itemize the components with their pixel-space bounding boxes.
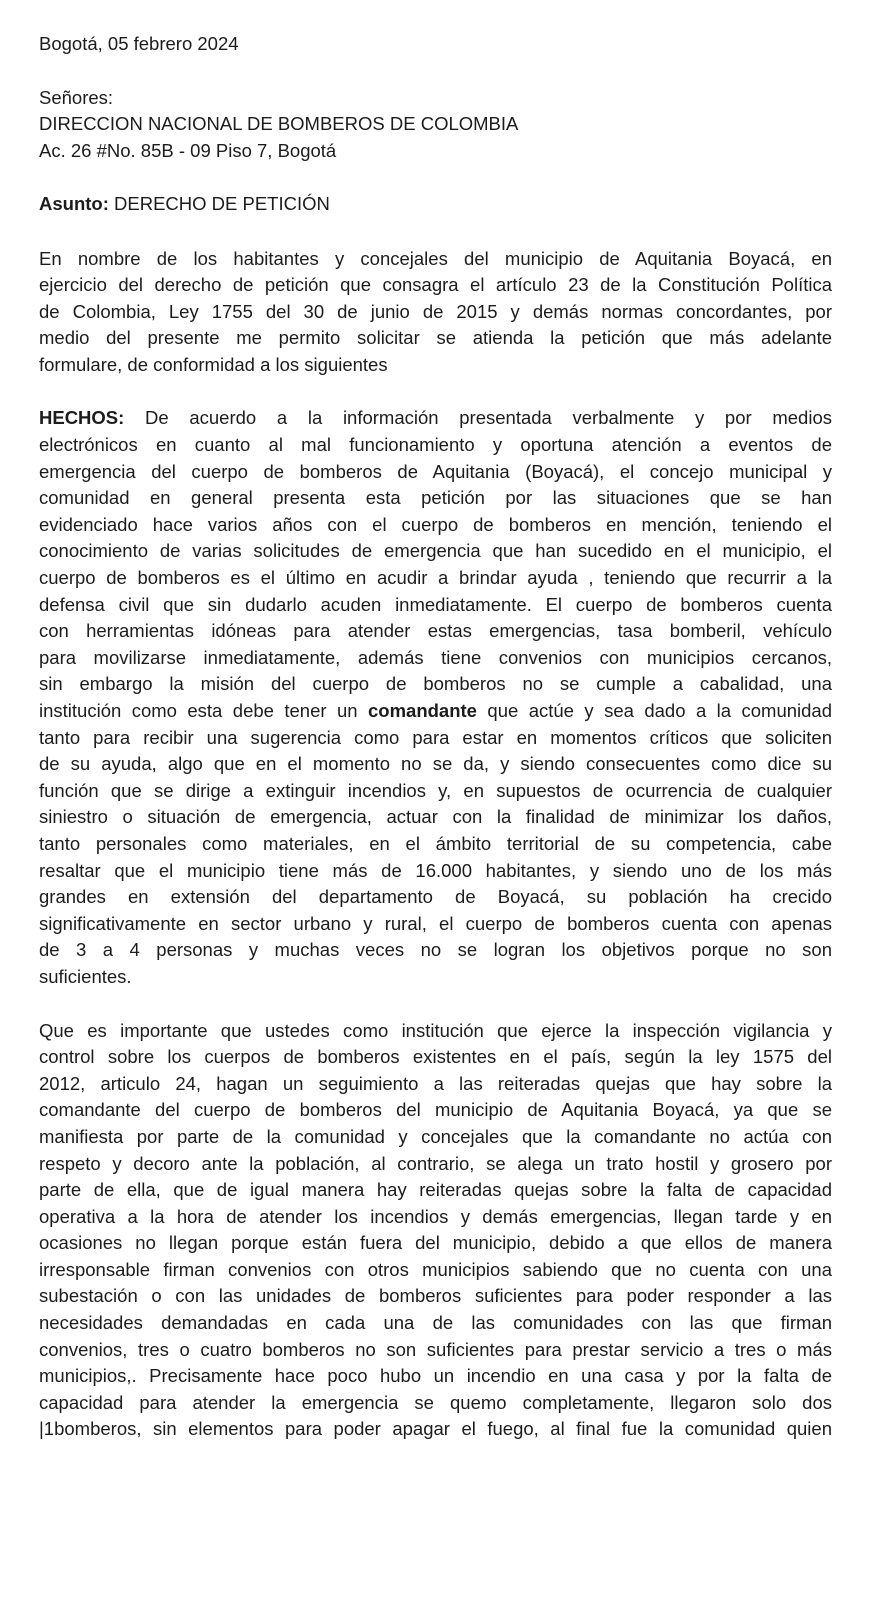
text-line: respeto y decoro ante la población, al contrario, se alega un trato hostil y grosero por: [39, 1152, 832, 1174]
text-line: electrónicos en cuanto al mal funcionamiento y oportuna atención a eventos de: [39, 434, 832, 456]
recipient-address: Ac. 26 #No. 85B - 09 Piso 7, Bogotá: [39, 139, 337, 161]
text-line: ocasiones no llegan porque están fuera del municipio, debido a que ellos de manera: [39, 1232, 832, 1254]
text-line: de 3 a 4 personas y muchas veces no se logran los objetivos porque no son: [39, 939, 832, 961]
text-line: necesidades demandadas en cada una de las comunidades con las que firman: [39, 1312, 832, 1334]
text-line: parte de ella, que de igual manera hay reiteradas quejas sobre la falta de capacidad: [39, 1179, 832, 1201]
text-line: 2012, articulo 24, hagan un seguimiento a las reiteradas quejas que hay sobre la: [39, 1072, 832, 1094]
text-line: de Colombia, Ley 1755 del 30 de junio de 2015 y demás normas concordantes, por: [39, 300, 832, 322]
text-line: Que es importante que ustedes como institución que ejerce la inspección vigilancia y: [39, 1019, 832, 1041]
text-line: ejercicio del derecho de petición que consagra el artículo 23 de la Constitución Política: [39, 274, 832, 296]
text-line: comandante del cuerpo de bomberos del municipio de Aquitania Boyacá, ya que se: [39, 1099, 832, 1121]
intro-paragraph: [39, 246, 832, 379]
text-line: grandes en extensión del departamento de Boyacá, su población ha crecido: [39, 886, 832, 908]
salutation: Señores:: [39, 86, 114, 108]
text-line: medio del presente me permito solicitar se atienda la petición que más adelante: [39, 327, 832, 349]
text-line: irresponsable firman convenios con otros municipios sabiendo que no cuenta con una: [39, 1258, 832, 1280]
date-line: Bogotá, 05 febrero 2024: [39, 33, 239, 54]
recipient: DIRECCION NACIONAL DE BOMBEROS DE COLOMBIA: [39, 113, 519, 134]
subject-text: DERECHO DE PETICIÓN: [108, 193, 330, 214]
text-line: subestación o con las unidades de bomberos suficientes para poder responder a las: [39, 1285, 832, 1307]
subject-line: [39, 191, 832, 218]
text-line: emergencia del cuerpo de bomberos de Aquitania (Boyacá), el concejo municipal y: [39, 460, 832, 482]
text-line: de su ayuda, algo que en el momento no se da, y siendo consecuentes como dice su: [39, 753, 832, 775]
text-line: municipios,. Precisamente hace poco hubo un incendio en una casa y por la falta de: [39, 1365, 832, 1387]
text-line: resaltar que el municipio tiene más de 16.000 habitantes, y siendo uno de los más: [39, 859, 832, 881]
text-line: |1bomberos, sin elementos para poder apagar el fuego, al final fue la comunidad quien: [39, 1418, 832, 1440]
text-line: sin embargo la misión del cuerpo de bomberos no se cumple a cabalidad, una: [39, 673, 832, 695]
hechos-paragraph: [39, 405, 832, 990]
text-line: manifiesta por parte de la comunidad y concejales que la comandante no actúa con: [39, 1125, 832, 1147]
hechos-first-line: HECHOS: De acuerdo a la información presentada verbalmente y por medios: [39, 407, 832, 429]
text-line: significativamente en sector urbano y rural, el cuerpo de bomberos cuenta con apenas: [39, 912, 832, 934]
text-line: suficientes.: [39, 965, 132, 987]
text-line: con herramientas idóneas para atender estas emergencias, tasa bomberil, vehículo: [39, 620, 832, 642]
subject-label: Asunto:: [39, 193, 109, 214]
text-line: tanto para recibir una sugerencia como para estar en momentos críticos que soliciten: [39, 726, 832, 748]
text-line: evidenciado hace varios años con el cuerpo de bomberos en mención, teniendo el: [39, 513, 832, 535]
third-paragraph: [39, 1018, 832, 1444]
hechos-label: HECHOS:: [39, 407, 125, 429]
text-line: defensa civil que sin dudarlo acuden inmediatamente. El cuerpo de bomberos cuenta: [39, 593, 832, 615]
letter-page: [39, 31, 832, 1443]
text-line: formulare, de conformidad a los siguientes: [39, 353, 388, 375]
text-line: operativa a la hora de atender los incendios y demás emergencias, llegan tarde y en: [39, 1205, 832, 1227]
text-line: función que se dirige a extinguir incendios y, en supuestos de ocurrencia de cualquier: [39, 779, 832, 801]
text-line: capacidad para atender la emergencia se quemo completamente, llegaron solo dos: [39, 1391, 832, 1413]
text-line: control sobre los cuerpos de bomberos existentes en el país, según la ley 1575 del: [39, 1046, 832, 1068]
comandante-bold: comandante: [368, 700, 477, 721]
text-line: cuerpo de bomberos es el último en acudir a brindar ayuda , teniendo que recurrir a la: [39, 567, 832, 589]
text-line: convenios, tres o cuatro bomberos no son suficientes para prestar servicio a tres o más: [39, 1338, 832, 1360]
text-line: para movilizarse inmediatamente, además tiene convenios con municipios cercanos,: [39, 646, 832, 668]
comandante-line: institución como esta debe tener un comandante que actúe y sea dado a la comunidad: [39, 700, 833, 721]
text-line: conocimiento de varias solicitudes de emergencia que han sucedido en el municipio, el: [39, 540, 832, 562]
text-line: En nombre de los habitantes y concejales del municipio de Aquitania Boyacá, en: [39, 247, 832, 269]
text-line: tanto personales como materiales, en el ámbito territorial de su competencia, cabe: [39, 832, 832, 854]
text-line: siniestro o situación de emergencia, actuar con la finalidad de minimizar los daños,: [39, 806, 832, 828]
text-line: comunidad en general presenta esta petición por las situaciones que se han: [39, 487, 832, 509]
